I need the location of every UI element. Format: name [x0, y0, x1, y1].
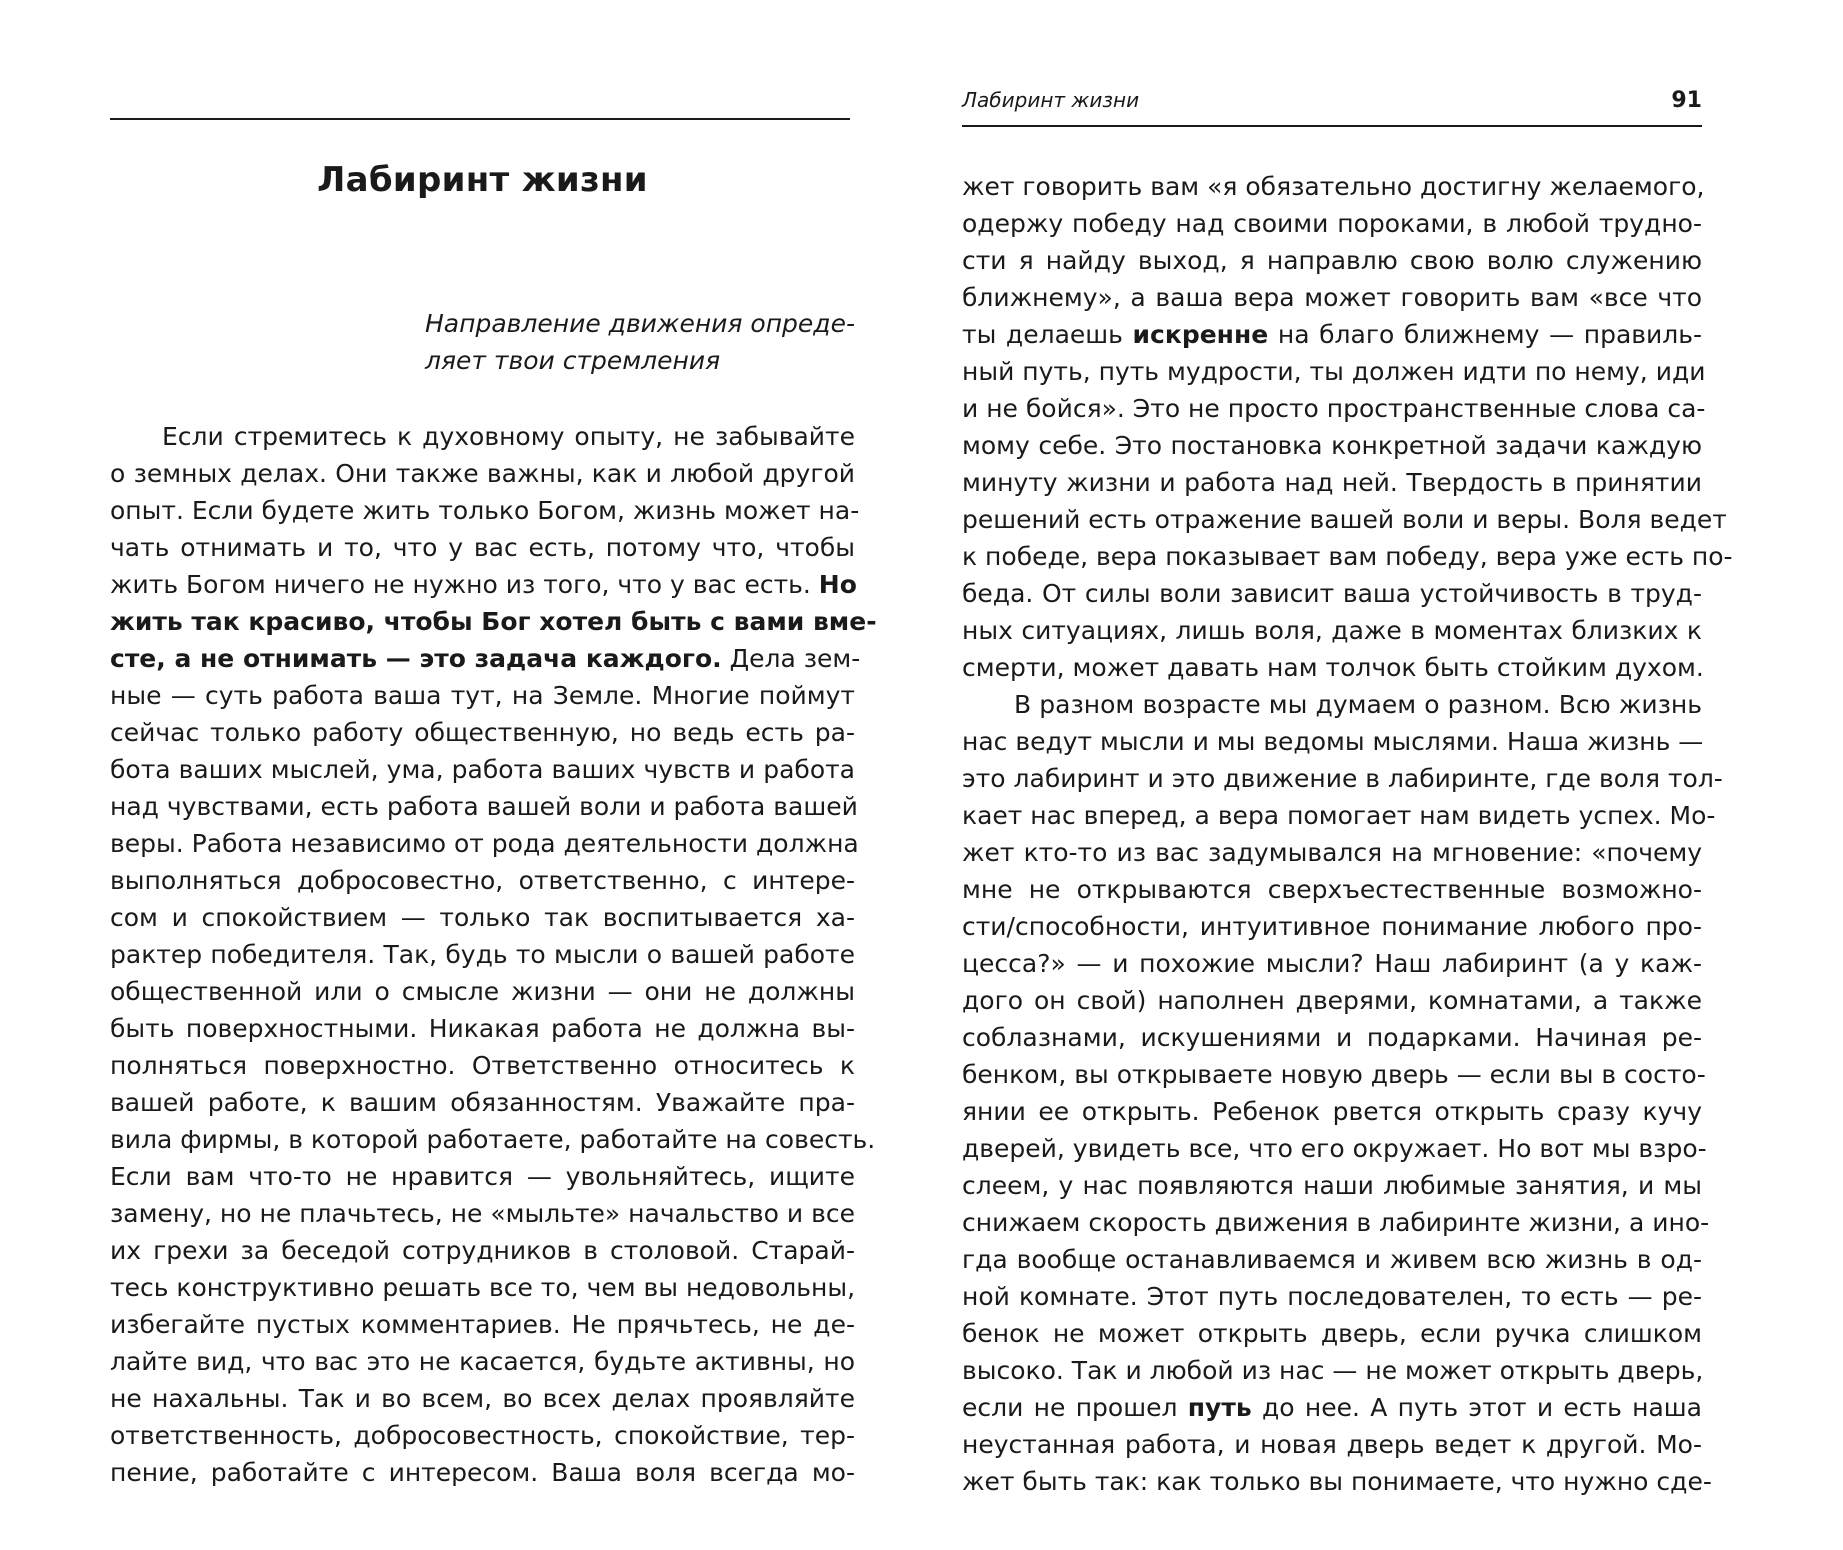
bold-segment: жить так красиво, чтобы Бог хотел быть с вами вме-: [110, 607, 877, 636]
bold-segment: сте, а не отнимать — это задача каждого.: [110, 644, 722, 673]
text-line: сейчас только работу общественную, но ведь есть ра-: [110, 718, 855, 747]
left-body-text: [110, 418, 877, 1491]
text-line: ный путь, путь мудрости, ты должен идти по нему, иди: [962, 357, 1706, 386]
text-line: мому себе. Это постановка конкретной задачи каждую: [962, 431, 1702, 460]
text-line: их грехи за беседой сотрудников в столовой. Старай-: [110, 1236, 855, 1265]
text-line: замену, но не плачьтесь, не «мыльте» начальство и все: [110, 1199, 855, 1228]
text-line: неустанная работа, и новая дверь ведет к другой. Мо-: [962, 1430, 1702, 1459]
text-line: лайте вид, что вас это не касается, будьте активны, но: [110, 1347, 855, 1376]
text-line: ной комнате. Этот путь последователен, то есть — ре-: [962, 1282, 1702, 1311]
text-line: нас ведут мысли и мы ведомы мыслями. Наша жизнь —: [962, 727, 1704, 756]
text-line: бенок не может открыть дверь, если ручка слишком: [962, 1319, 1702, 1348]
text-line: веры. Работа независимо от рода деятельности должна: [110, 829, 859, 858]
text-line: В разном возрасте мы думаем о разном. Всю жизнь: [1014, 690, 1702, 719]
epigraph: [425, 306, 855, 380]
header-rule: [962, 125, 1702, 127]
text-line: ных ситуациях, лишь воля, даже в моментах близких к: [962, 616, 1702, 645]
running-title: Лабиринт жизни: [962, 88, 1140, 112]
text-line: янии ее открыть. Ребенок рвется открыть сразу кучу: [962, 1097, 1702, 1126]
text-line: и не бойся». Это не просто пространственные слова са-: [962, 394, 1706, 423]
text-line: сом и спокойствием — только так воспитывается ха-: [110, 903, 855, 932]
text-line: быть поверхностными. Никакая работа не должна вы-: [110, 1014, 855, 1043]
text-line: о земных делах. Они также важны, как и любой другой: [110, 459, 855, 488]
text-segment: на благо ближнему — правиль-: [1277, 320, 1702, 349]
text-line: смерти, может давать нам толчок быть стойким духом.: [962, 653, 1704, 682]
page-number: 91: [1671, 88, 1702, 113]
text-line: Если вам что-то не нравится — увольняйтесь, ищите: [110, 1162, 855, 1191]
text-line: ные — суть работа ваша тут, на Земле. Многие поймут: [110, 681, 855, 710]
running-header: [962, 88, 1702, 114]
text-segment: жить Богом ничего не нужно из того, что у вас есть.: [110, 570, 811, 599]
text-segment: ты делаешь: [962, 320, 1123, 349]
text-line: к победе, вера показывает вам победу, вера уже есть по-: [962, 542, 1733, 571]
text-line: гда вообще останавливаемся и живем всю жизнь в од-: [962, 1245, 1702, 1274]
text-line: бенком, вы открываете новую дверь — если вы в состо-: [962, 1060, 1706, 1089]
text-segment: Дела зем-: [729, 644, 861, 673]
right-body-text: [962, 168, 1733, 1500]
text-line: дого он свой) наполнен дверями, комнатами, а также: [962, 986, 1702, 1015]
text-line: соблазнами, искушениями и подарками. Начиная ре-: [962, 1023, 1702, 1052]
text-line: одержу победу над своими пороками, в любой трудно-: [962, 209, 1702, 238]
text-line: чать отнимать и то, что у вас есть, потому что, чтобы: [110, 533, 855, 562]
text-line: высоко. Так и любой из нас — не может открыть дверь,: [962, 1356, 1704, 1385]
text-line: мне не открываются сверхъестественные возможно-: [962, 875, 1702, 904]
text-line: [110, 603, 877, 640]
text-line: [110, 640, 861, 677]
text-line: [962, 316, 1702, 353]
text-line: ответственность, добросовестность, спокойствие, тер-: [110, 1421, 855, 1450]
text-line: не нахальны. Так и во всем, во всех делах проявляйте: [110, 1384, 855, 1413]
text-segment: до нее. А путь этот и есть наша: [1261, 1393, 1702, 1422]
text-line: избегайте пустых комментариев. Не прячьтесь, не де-: [110, 1310, 855, 1339]
text-line: над чувствами, есть работа вашей воли и работа вашей: [110, 792, 858, 821]
text-line: Если стремитесь к духовному опыту, не забывайте: [162, 422, 855, 451]
text-line: жет кто-то из вас задумывался на мгновение: «почему: [962, 838, 1702, 867]
text-line: ближнему», а ваша вера может говорить вам «все что: [962, 283, 1702, 312]
header-rule: [110, 118, 850, 120]
text-line: минуту жизни и работа над ней. Твердость в принятии: [962, 468, 1702, 497]
text-line: [962, 1389, 1702, 1426]
text-line: сти я найду выход, я направлю свою волю служению: [962, 246, 1702, 275]
epigraph-line: ляет твои стремления: [425, 346, 721, 375]
text-line: сти/способности, интуитивное понимание любого про-: [962, 912, 1702, 941]
bold-segment: Но: [818, 570, 857, 599]
text-line: вила фирмы, в которой работаете, работайте на совесть.: [110, 1125, 876, 1154]
text-line: [110, 566, 855, 603]
text-line: кает нас вперед, а вера помогает нам видеть успех. Мо-: [962, 801, 1716, 830]
text-line: решений есть отражение вашей воли и веры. Воля ведет: [962, 505, 1727, 534]
text-line: опыт. Если будете жить только Богом, жизнь может на-: [110, 496, 860, 525]
text-line: тесь конструктивно решать все то, чем вы недовольны,: [110, 1273, 856, 1302]
chapter-title: Лабиринт жизни: [317, 160, 648, 200]
text-line: жет быть так: как только вы понимаете, что нужно сде-: [962, 1467, 1712, 1496]
text-line: выполняться добросовестно, ответственно, с интере-: [110, 866, 855, 895]
text-line: жет говорить вам «я обязательно достигну желаемого,: [962, 172, 1705, 201]
bold-segment: путь: [1187, 1393, 1252, 1422]
text-segment: если не прошел: [962, 1393, 1178, 1422]
text-line: бота ваших мыслей, ума, работа ваших чувств и работа: [110, 755, 855, 784]
text-line: пение, работайте с интересом. Ваша воля всегда мо-: [110, 1458, 855, 1487]
bold-segment: искренне: [1132, 320, 1269, 349]
text-line: слеем, у нас появляются наши любимые занятия, и мы: [962, 1171, 1702, 1200]
text-line: полняться поверхностно. Ответственно относитесь к: [110, 1051, 855, 1080]
text-line: рактер победителя. Так, будь то мысли о вашей работе: [110, 940, 855, 969]
text-line: снижаем скорость движения в лабиринте жизни, а ино-: [962, 1208, 1710, 1237]
text-line: вашей работе, к вашим обязанностям. Уважайте пра-: [110, 1088, 855, 1117]
text-line: цесса?» — и похожие мысли? Наш лабиринт (а у каж-: [962, 949, 1702, 978]
text-line: беда. От силы воли зависит ваша устойчивость в труд-: [962, 579, 1702, 608]
epigraph-line: Направление движения опреде-: [425, 309, 855, 338]
text-line: это лабиринт и это движение в лабиринте, где воля тол-: [962, 764, 1723, 793]
text-line: общественной или о смысле жизни — они не должны: [110, 977, 855, 1006]
text-line: дверей, увидеть все, что его окружает. Но вот мы взро-: [962, 1134, 1707, 1163]
